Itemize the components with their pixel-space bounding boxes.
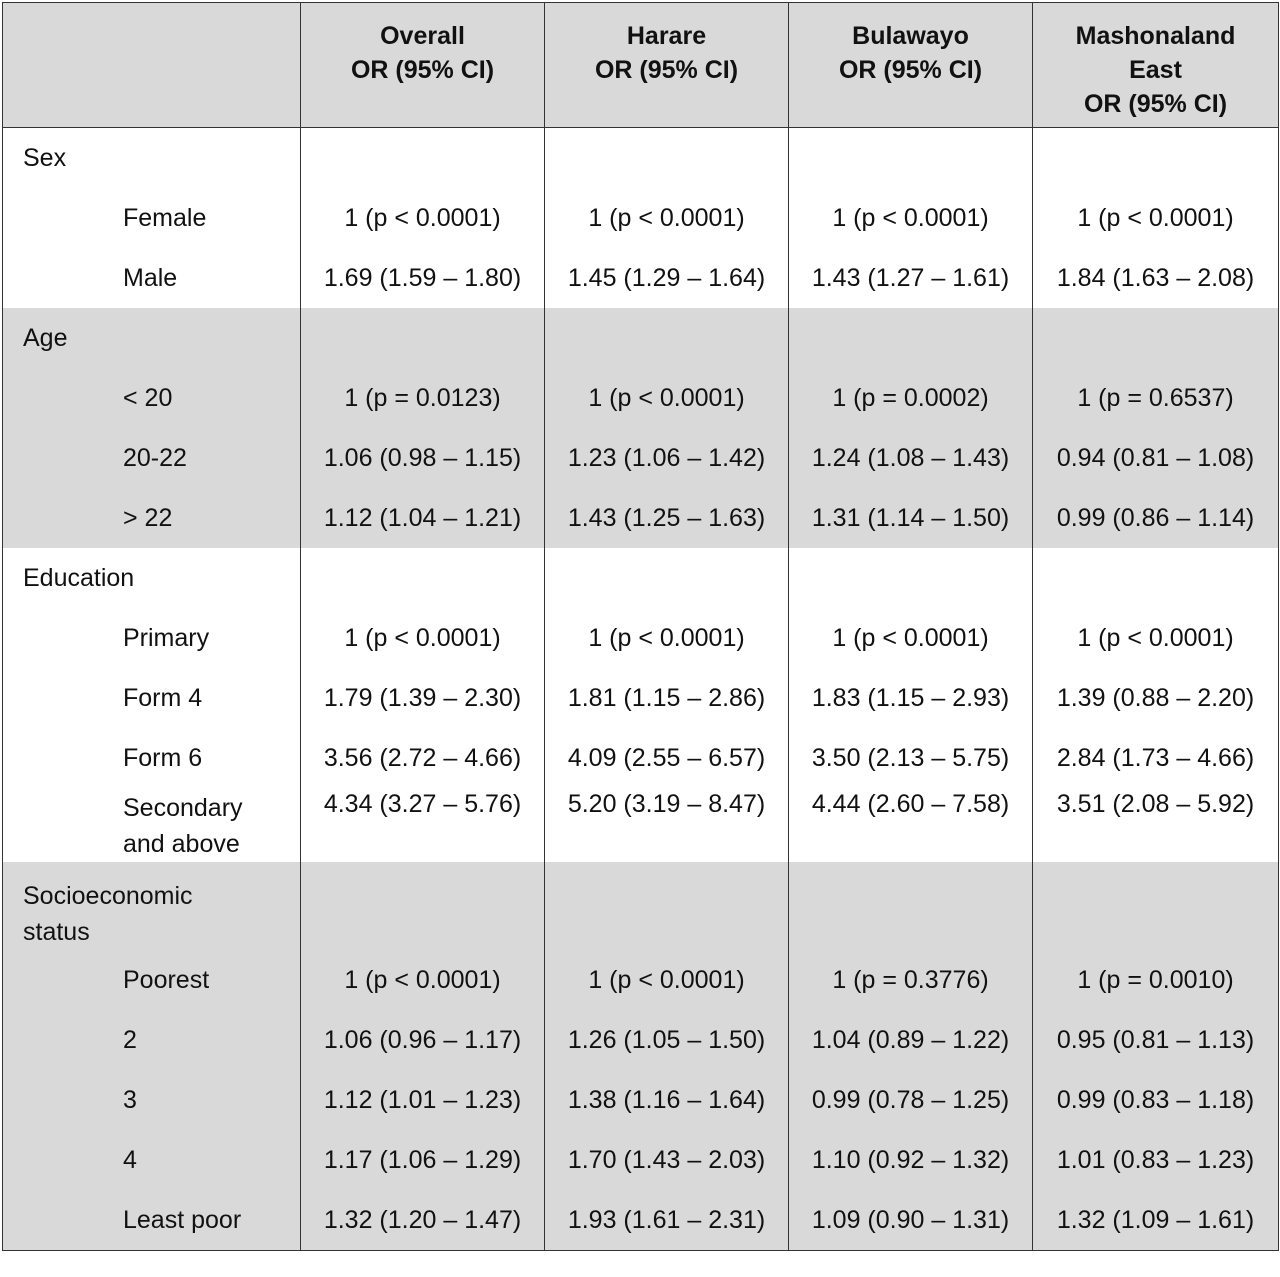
value-cell: 1.06 (0.98 – 1.15) [301, 428, 545, 488]
value-cell: 1 (p < 0.0001) [1033, 188, 1279, 248]
table-row [3, 188, 1279, 248]
value-cell: 1 (p = 0.3776) [789, 950, 1033, 1010]
value-cell: 1.32 (1.09 – 1.61) [1033, 1190, 1279, 1251]
row-label [3, 788, 301, 862]
value-cell: 1 (p < 0.0001) [1033, 608, 1279, 668]
value-cell: 1.84 (1.63 – 2.08) [1033, 248, 1279, 308]
value-cell: 1.69 (1.59 – 1.80) [301, 248, 545, 308]
value-cell: 1.93 (1.61 – 2.31) [545, 1190, 789, 1251]
odds-ratio-table [2, 2, 1279, 1251]
value-cell: 1.10 (0.92 – 1.32) [789, 1130, 1033, 1190]
empty-cell [789, 308, 1033, 368]
table-row [3, 950, 1279, 1010]
header-row [3, 3, 1279, 128]
value-cell: 1.04 (0.89 – 1.22) [789, 1010, 1033, 1070]
header-blank-cell [3, 3, 301, 128]
table-row [3, 368, 1279, 428]
column-header-line: Mashonaland [1075, 22, 1236, 50]
empty-cell [301, 308, 545, 368]
value-cell: 1.43 (1.25 – 1.63) [545, 488, 789, 548]
empty-cell [789, 548, 1033, 608]
value-cell: 1.81 (1.15 – 2.86) [545, 668, 789, 728]
value-cell: 3.56 (2.72 – 4.66) [301, 728, 545, 788]
table-header [3, 3, 1279, 128]
table-row [3, 1190, 1279, 1251]
empty-cell [545, 308, 789, 368]
value-cell: 0.99 (0.78 – 1.25) [789, 1070, 1033, 1130]
empty-cell [301, 128, 545, 189]
group-row [3, 128, 1279, 189]
row-label: 4 [3, 1130, 301, 1190]
value-cell: 1 (p < 0.0001) [545, 368, 789, 428]
empty-cell [1033, 308, 1279, 368]
value-cell: 1 (p < 0.0001) [545, 950, 789, 1010]
value-cell: 1 (p < 0.0001) [789, 188, 1033, 248]
value-cell: 3.51 (2.08 – 5.92) [1033, 788, 1279, 862]
value-cell: 1.32 (1.20 – 1.47) [301, 1190, 545, 1251]
table-row [3, 788, 1279, 862]
value-cell: 1.70 (1.43 – 2.03) [545, 1130, 789, 1190]
row-label: Male [3, 248, 301, 308]
value-cell: 1.17 (1.06 – 1.29) [301, 1130, 545, 1190]
value-cell: 4.09 (2.55 – 6.57) [545, 728, 789, 788]
empty-cell [545, 548, 789, 608]
value-cell: 4.44 (2.60 – 7.58) [789, 788, 1033, 862]
value-cell: 1.79 (1.39 – 2.30) [301, 668, 545, 728]
column-header-line: OR (95% CI) [350, 56, 495, 84]
column-header-line: OR (95% CI) [1083, 90, 1228, 118]
value-cell: 1.01 (0.83 – 1.23) [1033, 1130, 1279, 1190]
value-cell: 1.83 (1.15 – 2.93) [789, 668, 1033, 728]
column-header [545, 3, 789, 128]
table-row [3, 728, 1279, 788]
value-cell: 1.26 (1.05 – 1.50) [545, 1010, 789, 1070]
value-cell: 1 (p < 0.0001) [301, 608, 545, 668]
group-title [3, 862, 301, 950]
value-cell: 0.99 (0.86 – 1.14) [1033, 488, 1279, 548]
row-label: Least poor [3, 1190, 301, 1251]
row-label: Poorest [3, 950, 301, 1010]
empty-cell [301, 862, 545, 950]
value-cell: 0.95 (0.81 – 1.13) [1033, 1010, 1279, 1070]
row-label: < 20 [3, 368, 301, 428]
value-cell: 1.09 (0.90 – 1.31) [789, 1190, 1033, 1251]
empty-cell [545, 128, 789, 189]
empty-cell [1033, 128, 1279, 189]
row-label: Female [3, 188, 301, 248]
table-row [3, 1010, 1279, 1070]
column-header-line: OR (95% CI) [838, 56, 983, 84]
value-cell: 1.12 (1.04 – 1.21) [301, 488, 545, 548]
group-row [3, 308, 1279, 368]
value-cell: 1.12 (1.01 – 1.23) [301, 1070, 545, 1130]
value-cell: 1.23 (1.06 – 1.42) [545, 428, 789, 488]
value-cell: 1 (p < 0.0001) [545, 608, 789, 668]
value-cell: 1 (p = 0.0010) [1033, 950, 1279, 1010]
row-label-line: Secondary [123, 794, 243, 822]
row-label: 2 [3, 1010, 301, 1070]
value-cell: 1 (p < 0.0001) [301, 188, 545, 248]
value-cell: 1 (p = 0.0123) [301, 368, 545, 428]
group-title: Education [3, 548, 301, 608]
empty-cell [1033, 548, 1279, 608]
empty-cell [789, 128, 1033, 189]
table-row [3, 608, 1279, 668]
row-label-line: and above [123, 830, 240, 858]
value-cell: 1.43 (1.27 – 1.61) [789, 248, 1033, 308]
row-label: 20-22 [3, 428, 301, 488]
table-row [3, 1130, 1279, 1190]
group-row [3, 548, 1279, 608]
row-label: Form 6 [3, 728, 301, 788]
group-title: Sex [3, 128, 301, 189]
empty-cell [545, 862, 789, 950]
value-cell: 1 (p < 0.0001) [789, 608, 1033, 668]
value-cell: 1.06 (0.96 – 1.17) [301, 1010, 545, 1070]
value-cell: 0.94 (0.81 – 1.08) [1033, 428, 1279, 488]
row-label: Primary [3, 608, 301, 668]
value-cell: 2.84 (1.73 – 4.66) [1033, 728, 1279, 788]
empty-cell [1033, 862, 1279, 950]
group-title: Age [3, 308, 301, 368]
table-row [3, 428, 1279, 488]
table-row [3, 248, 1279, 308]
empty-cell [301, 548, 545, 608]
column-header [789, 3, 1033, 128]
column-header-line: Overall [380, 22, 465, 50]
column-header [1033, 3, 1279, 128]
group-title-line: status [23, 918, 90, 946]
value-cell: 1 (p = 0.0002) [789, 368, 1033, 428]
value-cell: 5.20 (3.19 – 8.47) [545, 788, 789, 862]
group-row [3, 862, 1279, 950]
group-title-line: Socioeconomic [23, 882, 193, 910]
value-cell: 0.99 (0.83 – 1.18) [1033, 1070, 1279, 1130]
value-cell: 1 (p = 0.6537) [1033, 368, 1279, 428]
value-cell: 1.39 (0.88 – 2.20) [1033, 668, 1279, 728]
value-cell: 1.31 (1.14 – 1.50) [789, 488, 1033, 548]
row-label: Form 4 [3, 668, 301, 728]
value-cell: 1.24 (1.08 – 1.43) [789, 428, 1033, 488]
row-label: 3 [3, 1070, 301, 1130]
column-header-line: Harare [626, 22, 707, 50]
value-cell: 1.45 (1.29 – 1.64) [545, 248, 789, 308]
empty-cell [789, 862, 1033, 950]
row-label: > 22 [3, 488, 301, 548]
column-header-line: OR (95% CI) [594, 56, 739, 84]
value-cell: 1.38 (1.16 – 1.64) [545, 1070, 789, 1130]
table-row [3, 1070, 1279, 1130]
value-cell: 1 (p < 0.0001) [301, 950, 545, 1010]
value-cell: 4.34 (3.27 – 5.76) [301, 788, 545, 862]
value-cell: 1 (p < 0.0001) [545, 188, 789, 248]
value-cell: 3.50 (2.13 – 5.75) [789, 728, 1033, 788]
table-row [3, 488, 1279, 548]
column-header-line: East [1129, 56, 1182, 84]
table-row [3, 668, 1279, 728]
column-header-line: Bulawayo [852, 22, 969, 50]
column-header [301, 3, 545, 128]
table-body [3, 128, 1279, 1251]
